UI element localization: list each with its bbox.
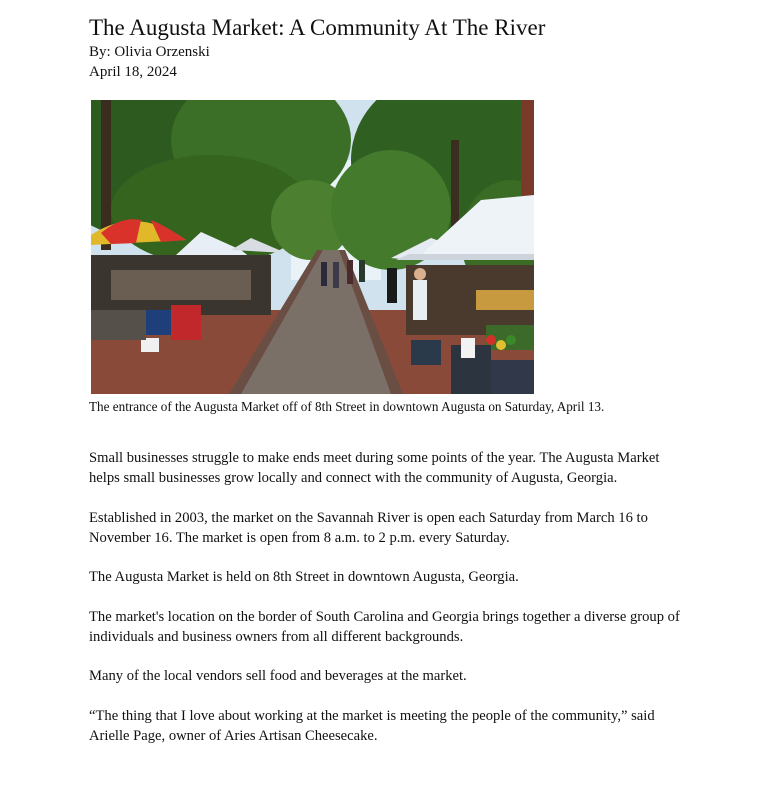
paragraph: “The thing that I love about working at the market is meeting the people of the community,” said Arielle Page, owner of Aries Artisan Cheesecake.: [89, 707, 655, 744]
article: [89, 14, 689, 765]
paragraph: Small businesses struggle to make ends meet during some points of the year. The Augusta Market helps small businesses grow locally and connect with the community of Augusta, Georgia.: [89, 450, 660, 486]
paragraph: Many of the local vendors sell food and beverages at the market.: [89, 668, 467, 684]
article-body: [89, 448, 689, 746]
photo-caption: The entrance of the Augusta Market off of 8th Street in downtown Augusta on Saturday, April 13.: [89, 399, 605, 414]
paragraph: Established in 2003, the market on the Savannah River is open each Saturday from March 16 to November 16. The market is open from 8 a.m. to 2 p.m. every Saturday.: [89, 509, 648, 546]
market-photo: [91, 100, 534, 394]
publish-date: April 18, 2024: [89, 64, 177, 80]
paragraph: The market's location on the border of South Carolina and Georgia brings together a diverse group of individuals and business owners from all different backgrounds.: [89, 608, 680, 645]
byline: By: Olivia Orzenski: [89, 44, 210, 60]
paragraph: The Augusta Market is held on 8th Street in downtown Augusta, Georgia.: [89, 569, 519, 585]
article-title: The Augusta Market: A Community At The River: [89, 15, 546, 40]
